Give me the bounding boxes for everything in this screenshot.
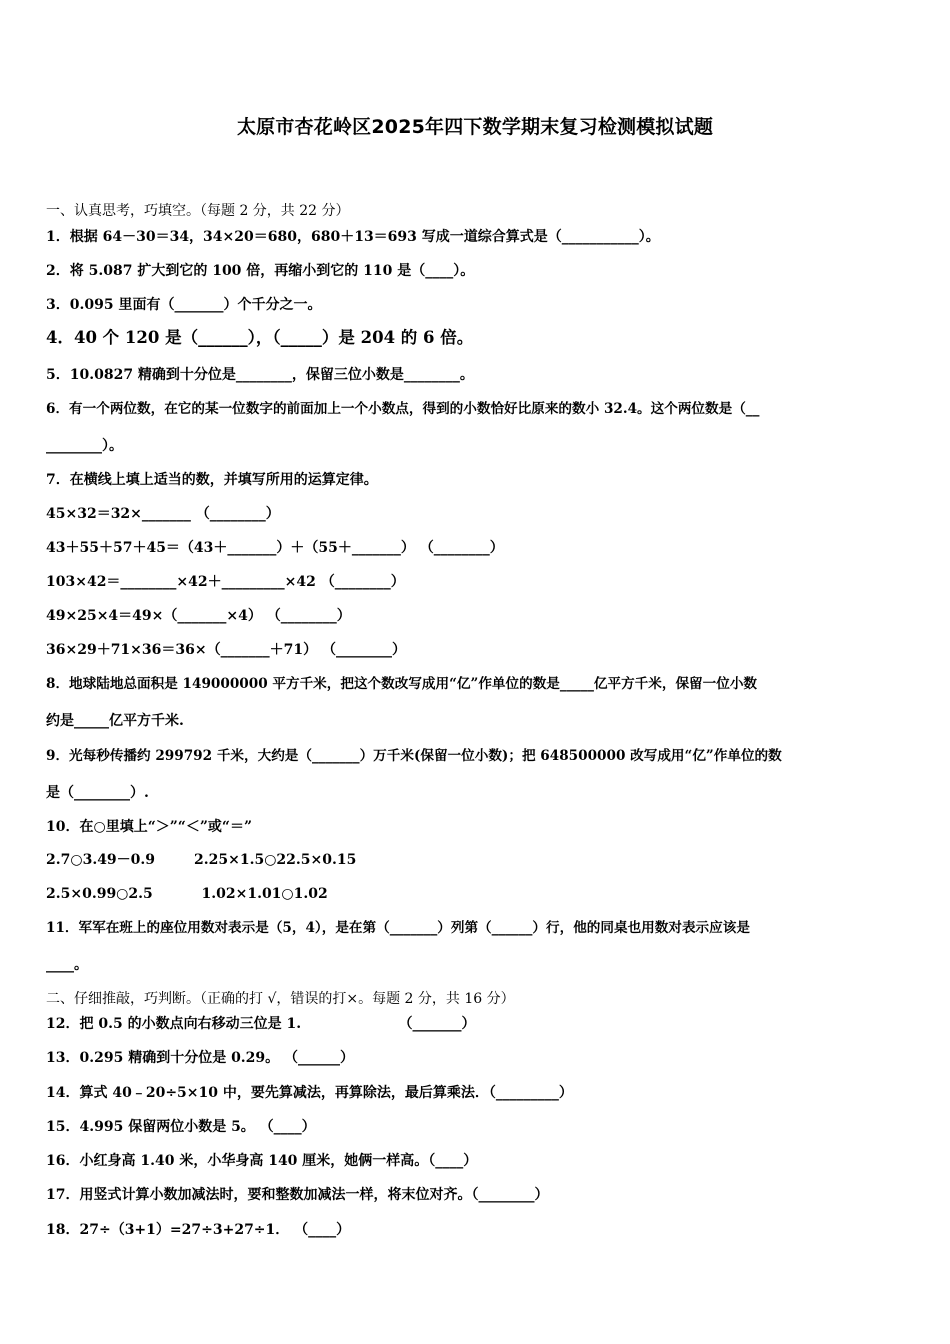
question-10-row-2: 2.5×0.99○2.5 1.02×1.01○1.02	[46, 886, 328, 902]
question-11-line-1: 11．军军在班上的座位用数对表示是（5，4），是在第（_______）列第（______）行，他的同桌也用数对表示应该是	[46, 920, 750, 936]
question-9-line-1: 9．光每秒传播约 299792 千米，大约是（_______）万千米(保留一位小数)；把 648500000 改写成用“亿”作单位的数	[46, 748, 782, 764]
question-14: 14．算式 40﹣20÷5×10 中，要先算减法，再算除法，最后算乘法．（_________）	[46, 1085, 573, 1101]
question-7-item-4: 49×25×4＝49×（_______×4） （________）	[46, 608, 351, 624]
question-3: 3．0.095 里面有（_______）个千分之一。	[46, 297, 322, 313]
question-4: 4．40 个 120 是（______），（_____）是 204 的 6 倍。	[46, 328, 474, 347]
section-heading-2: 二、仔细推敲，巧判断。（正确的打 √，错误的打×。每题 2 分，共 16 分）	[46, 991, 515, 1007]
question-12: 12．把 0.5 的小数点向右移动三位是 1. （_______）	[46, 1016, 476, 1032]
question-18: 18．27÷（3+1）=27÷3+27÷1． （____）	[46, 1222, 351, 1238]
question-10-row-1: 2.7○3.49－0.9 2.25×1.5○22.5×0.15	[46, 852, 357, 868]
question-6-line-2: ________）。	[46, 438, 123, 454]
question-6-line-1: 6．有一个两位数，在它的某一位数字的前面加上一个小数点，得到的小数恰好比原来的数小 32.4。这个两位数是（__	[46, 401, 760, 417]
question-5: 5．10.0827 精确到十分位是________，保留三位小数是________。	[46, 367, 474, 383]
question-8-line-2: 约是_____亿平方千米.	[46, 713, 184, 729]
question-7: 7．在横线上填上适当的数，并填写所用的运算定律。	[46, 472, 378, 488]
question-7-item-3: 103×42＝________×42＋_________×42 （________）	[46, 574, 405, 590]
question-7-item-2: 43＋55＋57＋45＝（43＋_______）＋（55＋_______） （________）	[46, 540, 504, 556]
question-9-line-2: 是（________）.	[46, 785, 149, 801]
question-1: 1．根据 64－30＝34，34×20＝680，680＋13＝693 写成一道综合算式是（___________）。	[46, 229, 660, 245]
question-10: 10．在○里填上“＞”“＜”或“＝”	[46, 819, 253, 835]
question-7-item-5: 36×29＋71×36＝36×（_______＋71） （________）	[46, 642, 406, 658]
question-2: 2．将 5.087 扩大到它的 100 倍，再缩小到它的 110 是（____）。	[46, 263, 475, 279]
question-11-line-2: ____。	[46, 957, 88, 973]
section-heading-1: 一、认真思考，巧填空。（每题 2 分，共 22 分）	[46, 203, 350, 219]
question-17: 17．用竖式计算小数加减法时，要和整数加减法一样，将末位对齐。（________）	[46, 1187, 549, 1203]
question-7-item-1: 45×32＝32×_______ （________）	[46, 506, 280, 522]
question-13: 13．0.295 精确到十分位是 0.29。 （______）	[46, 1050, 355, 1066]
question-16: 16．小红身高 1.40 米，小华身高 140 厘米，她俩一样高。（____）	[46, 1153, 478, 1169]
exam-title: 太原市杏花岭区2025年四下数学期末复习检测模拟试题	[236, 116, 714, 138]
question-15: 15．4.995 保留两位小数是 5。 （____）	[46, 1119, 316, 1135]
question-8-line-1: 8．地球陆地总面积是 149000000 平方千米，把这个数改写成用“亿”作单位的数是_____亿平方千米，保留一位小数	[46, 676, 758, 692]
